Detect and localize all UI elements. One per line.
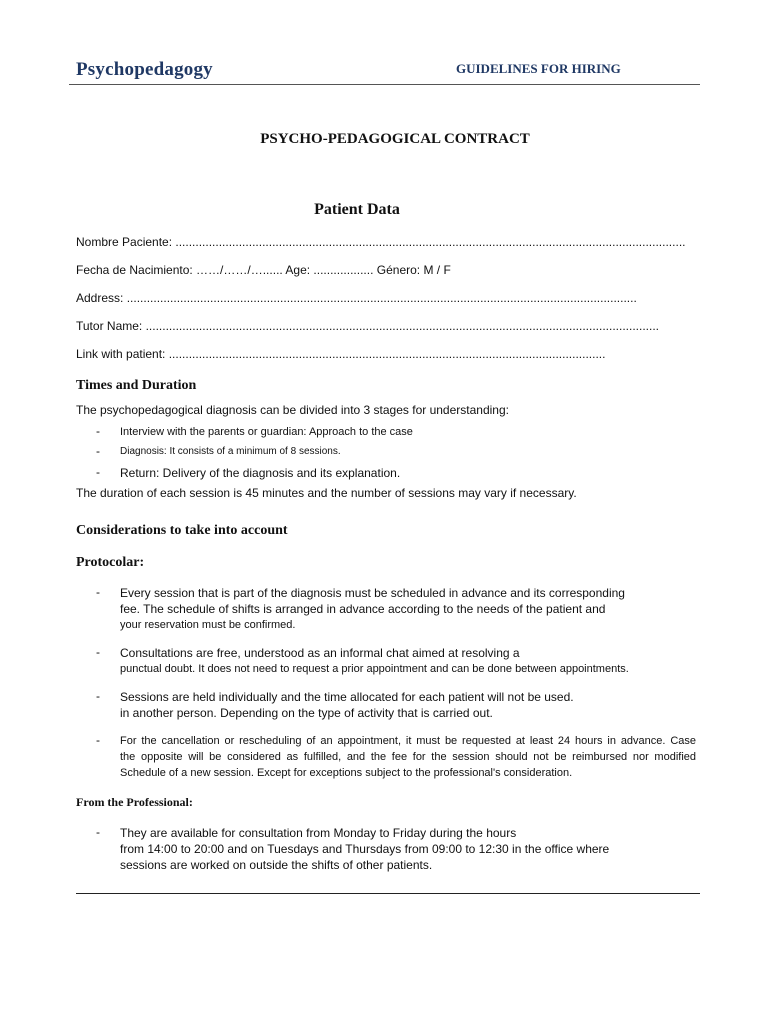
times-intro: The psychopedagogical diagnosis can be divided into 3 stages for understanding: (76, 403, 509, 417)
list-item (96, 444, 702, 460)
list-item-text: Interview with the parents or guardian: Approach to the case (120, 426, 413, 438)
field-link-with-patient: Link with patient: ................................................................................................................................... (76, 347, 606, 361)
field-birth-date: Fecha de Nacimiento: ……/……/…...... Age: .................. Género: M / F (76, 263, 451, 277)
list-item (96, 424, 702, 440)
list-item-text: fee. The schedule of shifts is arranged in advance according to the needs of the patient and (120, 602, 606, 616)
list-item-text: For the cancellation or rescheduling of an appointment, it must be requested at least 24 hours in advance. Case (120, 735, 696, 747)
protocolar-heading: Protocolar: (76, 555, 145, 570)
list-item-text: punctual doubt. It does not need to request a prior appointment and can be done between appointments. (120, 663, 629, 675)
bullet-dash: - (96, 733, 100, 747)
header-divider (69, 84, 700, 85)
header-section-label: GUIDELINES FOR HIRING (456, 61, 621, 76)
bullet-dash: - (96, 585, 100, 599)
field-address: Address: ......................................................................................................................................................... (76, 291, 637, 305)
list-item-text: from 14:00 to 20:00 and on Tuesdays and Thursdays from 09:00 to 12:30 in the office where (120, 842, 610, 856)
field-tutor-name: Tutor Name: .......................................................................................................................................................... (76, 319, 660, 333)
list-item-text: Consultations are free, understood as an informal chat aimed at resolving a (120, 646, 520, 660)
professional-heading: From the Professional: (76, 795, 193, 809)
considerations-heading: Considerations to take into account (76, 523, 288, 538)
list-item-text: your reservation must be confirmed. (120, 619, 296, 631)
field-patient-name: Nombre Paciente: ......................................................................................................................................................... (76, 235, 686, 249)
list-item-text: sessions are worked on outside the shifts of other patients. (120, 858, 433, 872)
list-item (96, 689, 702, 721)
document-title: PSYCHO-PEDAGOGICAL CONTRACT (260, 131, 530, 147)
list-item-text: Return: Delivery of the diagnosis and its explanation. (120, 466, 401, 480)
bullet-dash: - (96, 645, 100, 659)
list-item-text: in another person. Depending on the type of activity that is carried out. (120, 706, 493, 720)
list-item-text: Every session that is part of the diagnosis must be scheduled in advance and its corresponding (120, 586, 625, 600)
bullet-dash: - (96, 689, 100, 703)
list-item (96, 645, 702, 677)
list-item-text: They are available for consultation from Monday to Friday during the hours (120, 826, 517, 840)
list-item-text: the opposite will be considered as fulfilled, and the fee for the session should not be reimbursed nor modified (120, 751, 696, 763)
list-item-text: Sessions are held individually and the time allocated for each patient will not be used. (120, 690, 574, 704)
times-outro: The duration of each session is 45 minutes and the number of sessions may vary if necessary. (76, 486, 577, 500)
list-item (96, 465, 702, 481)
bullet-dash: - (96, 465, 100, 479)
list-item (96, 825, 702, 873)
footer-divider (76, 893, 700, 894)
bullet-dash: - (96, 444, 100, 458)
header-brand: Psychopedagogy (76, 59, 213, 80)
patient-data-heading: Patient Data (314, 201, 400, 218)
list-item (96, 585, 702, 633)
list-item-text: Diagnosis: It consists of a minimum of 8 sessions. (120, 446, 341, 457)
list-item-text: Schedule of a new session. Except for exceptions subject to the professional's consideration. (120, 767, 573, 779)
bullet-dash: - (96, 825, 100, 839)
bullet-dash: - (96, 424, 100, 438)
times-duration-heading: Times and Duration (76, 378, 197, 393)
list-item (96, 733, 702, 781)
